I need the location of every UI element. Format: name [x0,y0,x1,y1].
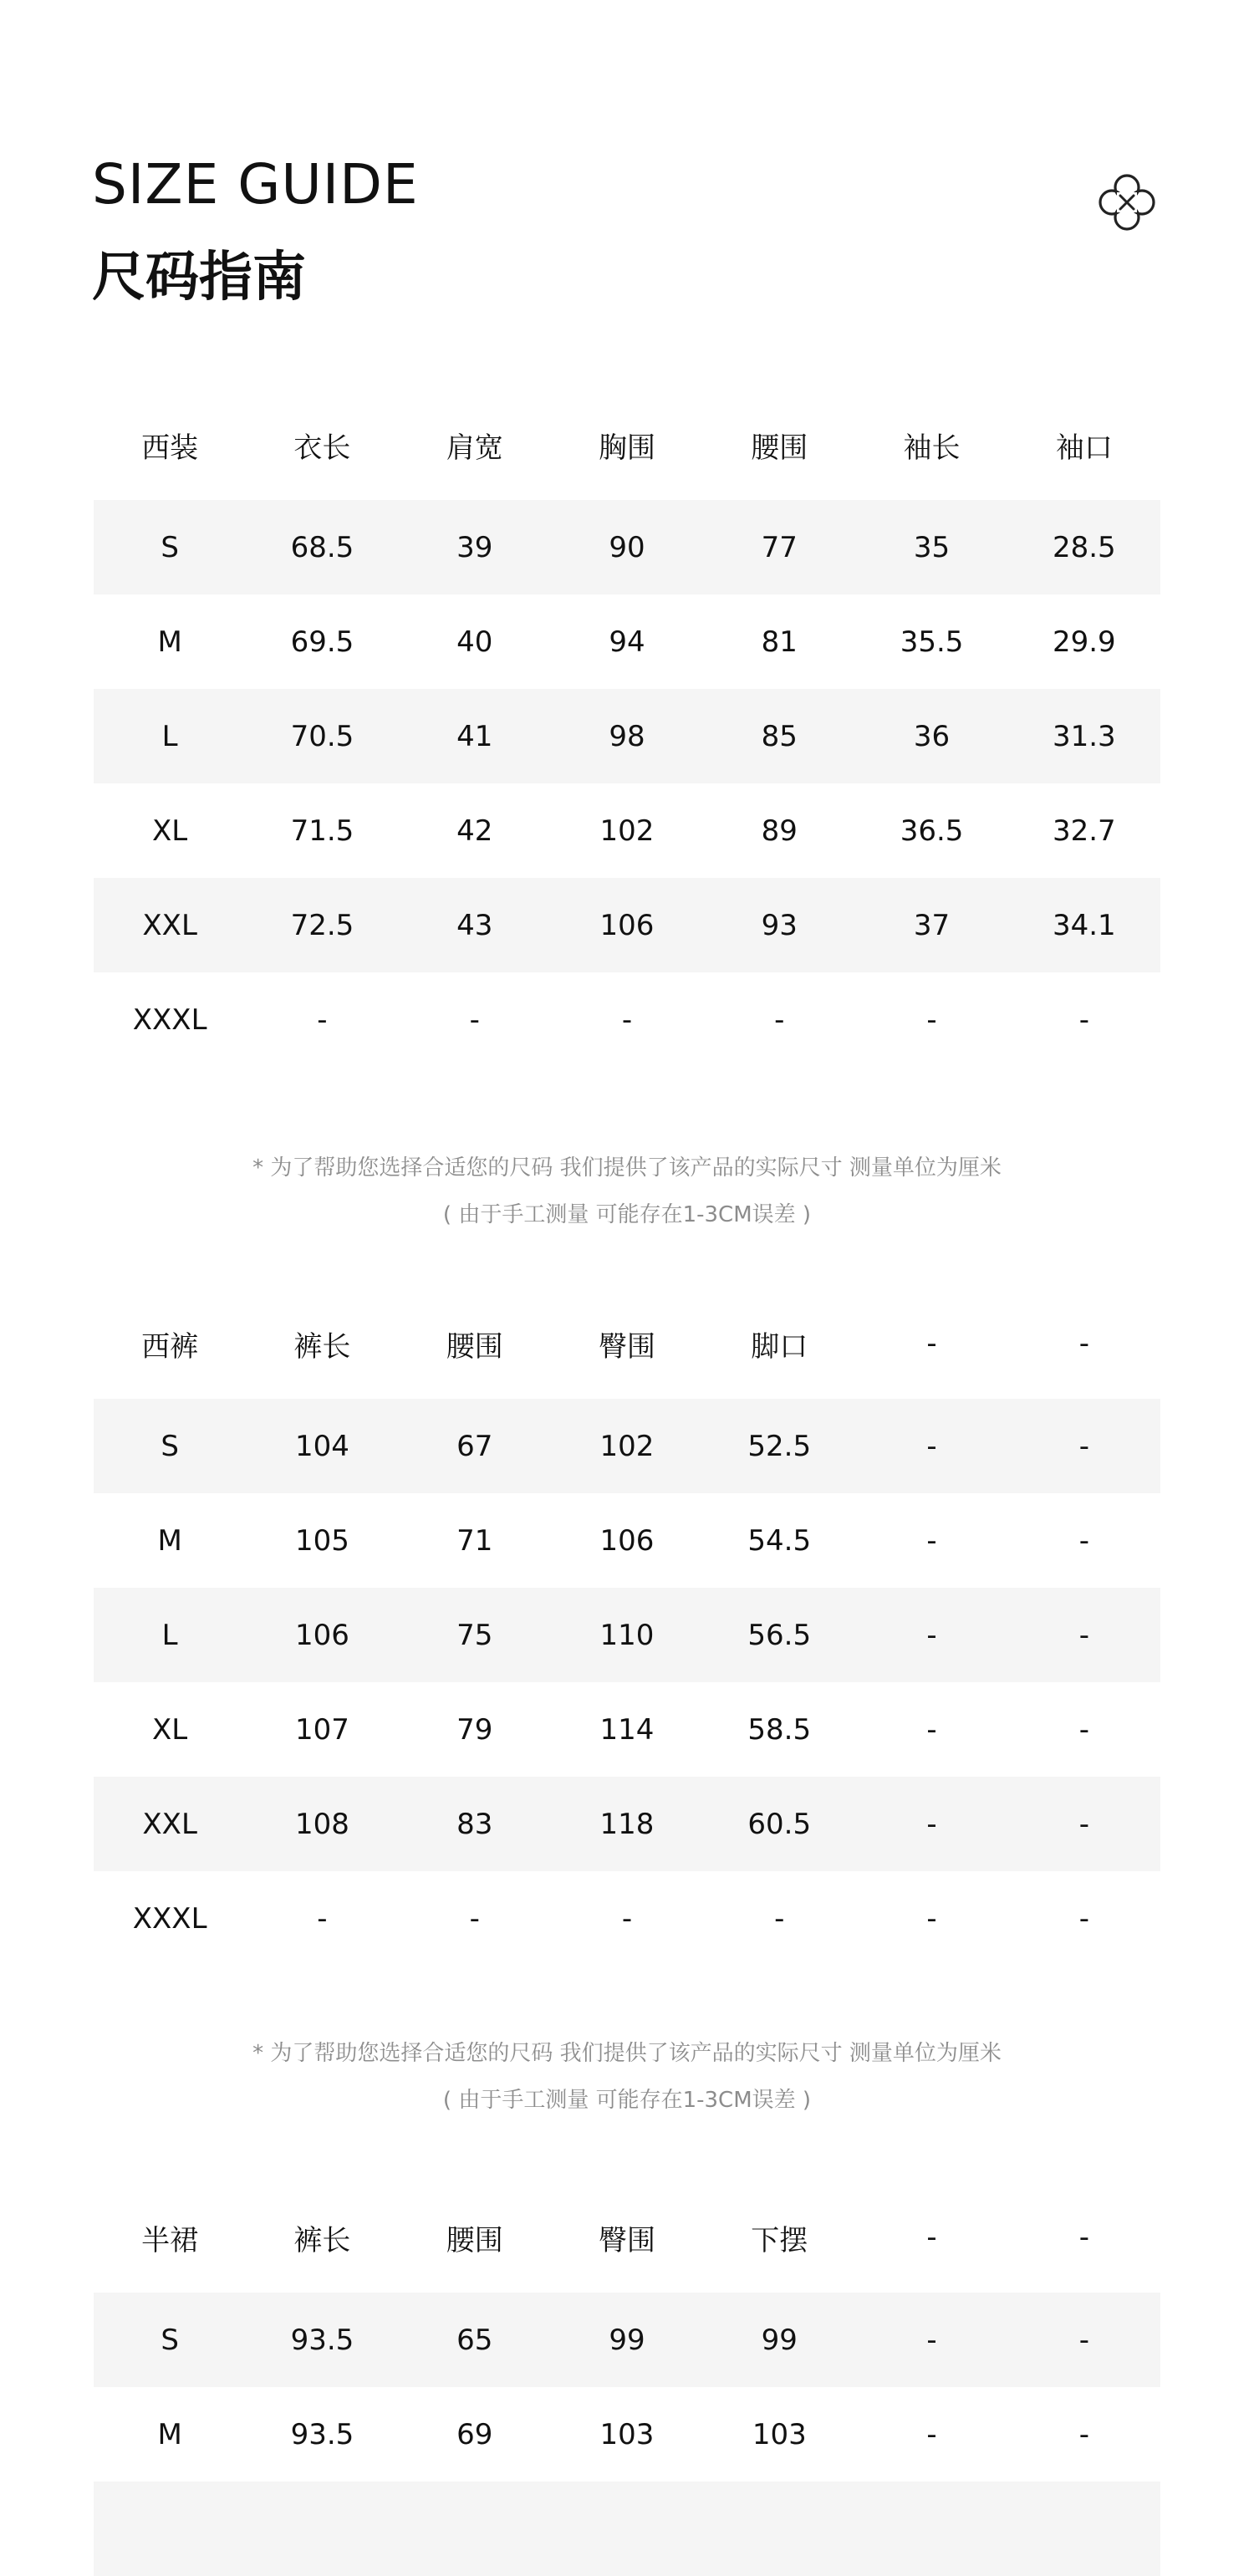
header-cell: - [926,1327,937,1360]
table-cell: 94 [609,625,645,659]
header-cell: - [1078,2221,1089,2254]
table-cell: M [157,625,182,659]
header-cell: 臀围 [598,2223,655,2257]
table-cell: 35 [913,530,951,564]
table-cell: - [469,1002,480,1037]
table-cell: 98 [609,719,645,753]
measurement-note [0,1145,1254,1238]
knot-ornament-icon [1092,167,1162,237]
table-row [94,1399,1160,1493]
header-cell: 西裤 [141,1329,199,1364]
table-cell: L [161,1618,178,1652]
table-cell: - [926,1002,937,1037]
table-cell: 99 [609,2323,645,2357]
table-cell: 104 [294,1429,349,1463]
table-row [94,2387,1160,2482]
table-cell: 54.5 [747,1523,812,1558]
table-cell: - [317,1901,328,1936]
table-cell: 108 [294,1807,349,1841]
table-row [94,1588,1160,1682]
table-cell: - [621,1901,633,1936]
table-cell: 83 [456,1807,493,1841]
table-header-row [94,1288,1160,1399]
table-cell: 29.9 [1052,625,1116,659]
table-cell: - [1078,1712,1089,1747]
table-header-row [94,2182,1160,2293]
header-cell: 衣长 [293,431,351,465]
header-cell: 肩宽 [446,431,503,465]
header-cell: 下摆 [751,2223,808,2257]
header-cell: 腰围 [446,1329,503,1364]
table-cell: 85 [761,719,798,753]
note-line: ( 由于手工测量 可能存在1-3CM误差 ) [442,2088,812,2113]
table-cell: 65 [456,2323,493,2357]
header-cell: 半裙 [141,2223,199,2257]
table-cell: 41 [456,719,493,753]
table-row [94,689,1160,783]
header-cell: 裤长 [293,1329,351,1364]
header-cell: 腰围 [446,2223,503,2257]
table-cell: - [1078,2323,1089,2357]
table-cell: - [469,1901,480,1936]
table-cell: 106 [599,908,655,942]
header-cell: 脚口 [751,1329,808,1364]
table-cell: 67 [456,1429,493,1463]
table-cell: 42 [456,814,493,848]
table-cell: XL [152,814,188,848]
table-cell: 75 [456,1618,493,1652]
table-cell: 110 [599,1618,655,1652]
table-row [94,2293,1160,2387]
header-cell: 袖口 [1055,431,1113,465]
table-cell: 71 [456,1523,493,1558]
table-row [94,1682,1160,1777]
table-cell: 72.5 [290,908,354,942]
table-cell: - [774,1002,785,1037]
table-row [94,1777,1160,1871]
table-row [94,500,1160,594]
header-cell: - [1078,1327,1089,1360]
header-cell: - [926,2221,937,2254]
table-header-row [94,390,1160,500]
table-cell: - [926,1429,937,1463]
table-row [94,972,1160,1067]
table-cell: - [926,1807,937,1841]
table-cell: 28.5 [1052,530,1116,564]
note-line: * 为了帮助您选择合适您的尺码 我们提供了该产品的实际尺寸 测量单位为厘米 [252,2041,1002,2066]
table-cell: XXXL [132,1901,207,1936]
measurement-note [0,2030,1254,2124]
note-line: * 为了帮助您选择合适您的尺码 我们提供了该产品的实际尺寸 测量单位为厘米 [252,1155,1002,1181]
table-cell [703,2482,855,2576]
table-cell: 93 [761,908,798,942]
table-row [94,1871,1160,1966]
table-cell: - [1078,1807,1089,1841]
table-cell [246,2482,398,2576]
table-cell: S [161,1429,179,1463]
table-cell: 70.5 [290,719,354,753]
table-cell: 102 [599,814,655,848]
table-cell: M [157,1523,182,1558]
table-cell: 77 [761,530,798,564]
table-cell: 114 [599,1712,655,1747]
skirt-size-table [94,2182,1160,2576]
table-cell: - [926,2323,937,2357]
table-cell: 90 [609,530,645,564]
table-cell: 31.3 [1052,719,1116,753]
table-cell: 52.5 [747,1429,812,1463]
header-cell: 胸围 [598,431,655,465]
table-cell: 105 [294,1523,349,1558]
table-cell: 102 [599,1429,655,1463]
table-cell: XXXL [132,1002,207,1037]
table-cell: 69.5 [290,625,354,659]
table-cell: - [1078,1618,1089,1652]
table-cell: 103 [599,2417,655,2451]
table-cell: 103 [752,2417,807,2451]
table-cell: - [1078,1901,1089,1936]
page-title-cn: 尺码指南 [92,247,306,309]
table-cell: 106 [294,1618,349,1652]
table-row [94,783,1160,878]
header-cell: 袖长 [903,431,961,465]
table-cell: 79 [456,1712,493,1747]
table-cell: 58.5 [747,1712,812,1747]
header-cell: 腰围 [751,431,808,465]
table-cell: 36.5 [900,814,964,848]
table-cell: 93.5 [290,2323,354,2357]
table-cell: - [926,1618,937,1652]
header-cell: 西装 [141,431,199,465]
table-cell: 37 [913,908,951,942]
table-cell: S [161,530,179,564]
table-cell: - [1078,1429,1089,1463]
table-cell: M [157,2417,182,2451]
table-cell: - [1078,2417,1089,2451]
table-cell: 81 [761,625,798,659]
table-cell: 32.7 [1052,814,1116,848]
table-cell: - [1078,1523,1089,1558]
table-cell: XXL [142,908,197,942]
table-cell: 40 [456,625,493,659]
table-cell: - [317,1002,328,1037]
table-row [94,1493,1160,1588]
table-cell: XL [152,1712,188,1747]
table-cell [551,2482,703,2576]
jacket-size-table [94,390,1160,1067]
table-cell: - [926,1901,937,1936]
note-line: ( 由于手工测量 可能存在1-3CM误差 ) [442,1202,812,1227]
table-cell: L [161,719,178,753]
table-cell: 68.5 [290,530,354,564]
table-cell: 99 [761,2323,798,2357]
table-cell: 43 [456,908,493,942]
table-cell: - [774,1901,785,1936]
table-cell: 35.5 [900,625,964,659]
table-cell [94,2482,246,2576]
table-cell: - [621,1002,633,1037]
table-cell: 93.5 [290,2417,354,2451]
table-cell: 60.5 [747,1807,812,1841]
table-cell: - [926,1712,937,1747]
table-cell: 71.5 [290,814,354,848]
table-cell: - [926,1523,937,1558]
table-cell: 107 [294,1712,349,1747]
table-cell: - [1078,1002,1089,1037]
table-cell: 56.5 [747,1618,812,1652]
header-cell: 裤长 [293,2223,351,2257]
table-cell: 106 [599,1523,655,1558]
table-cell [855,2482,1007,2576]
table-cell [399,2482,551,2576]
table-cell: - [926,2417,937,2451]
table-cell [1008,2482,1160,2576]
table-cell: 89 [761,814,798,848]
table-cell: 69 [456,2417,493,2451]
table-row [94,878,1160,972]
table-cell: XXL [142,1807,197,1841]
header-cell: 臀围 [598,1329,655,1364]
table-cell: 36 [913,719,951,753]
table-cell: 118 [599,1807,655,1841]
table-row [94,594,1160,689]
table-cell: S [161,2323,179,2357]
table-cell: 34.1 [1052,908,1116,942]
trousers-size-table [94,1288,1160,1966]
table-row [94,2482,1160,2576]
table-cell: 39 [456,530,493,564]
page-title-en: SIZE GUIDE [92,152,419,217]
